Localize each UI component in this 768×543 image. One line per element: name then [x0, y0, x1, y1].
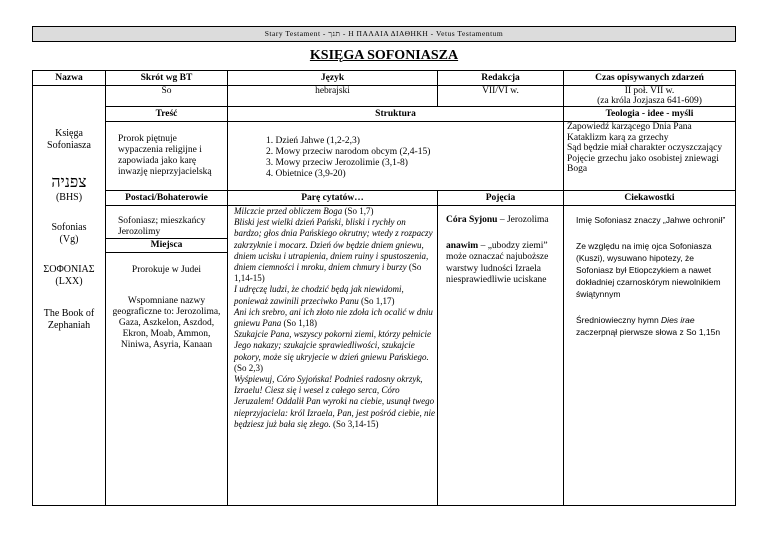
header-struktura: Struktura	[227, 106, 563, 122]
header-jezyk: Język	[227, 70, 437, 86]
miejsca-places: Wspomniane nazwy geograficzne to: Jerozolima, Gaza, Aszkelon, Aszdod, Ekron, Moab, Ammon, Niniwa, Asyria, Kanaan	[112, 296, 221, 350]
pojecia-cell	[437, 206, 563, 506]
miejsca-judea: Prorokuje w Judei	[131, 265, 202, 275]
struktura-item: 3. Mowy przeciw Jerozolimie (3,1-8)	[266, 158, 408, 168]
ciekawostka-item: Średniowieczny hymn Dies irae zaczerpnął pierwsze słowa z So 1,15n	[576, 315, 721, 337]
struktura-item: 1. Dzień Jahwe (1,2-2,3)	[266, 136, 360, 146]
header-teologia: Teologia - idee - myśli	[563, 106, 736, 122]
teologia-item: Zapowiedź karzącego Dnia Pana	[567, 122, 692, 132]
pojecie-item: Córa Syjonu – Jerozolima	[446, 215, 549, 225]
header-postaci: Postaci/Bohaterowie	[105, 190, 227, 206]
header-nazwa: Nazwa	[32, 70, 105, 86]
skrot-value: So	[105, 86, 227, 106]
name-vulgate-tag: (Vg)	[59, 234, 79, 245]
tresc-text: Prorok piętnuje wypaczenia religijne i zapowiada jako karę inwazję nieprzyjacielską	[105, 122, 227, 190]
struktura-item: 2. Mowy przeciw narodom obcym (2,4-15)	[266, 147, 431, 157]
jezyk-value: hebrajski	[227, 86, 437, 106]
name-septuagint: ΣΟΦΟΝΙΑΣ	[43, 264, 95, 275]
nazwa-cell	[32, 86, 105, 506]
quote-item: I udręczę ludzi, że chodzić będą jak niewidomi, ponieważ zawinili przeciwko Panu (So 1,17)	[234, 284, 404, 306]
ciekawostka-item: Ze względu na imię ojca Sofoniasza (Kuszi), wysuwano hipotezy, że Sofoniasz był Etiopczykiem a nawet dokładniej czarnoskórym niewolnikiem świątynnym	[576, 241, 721, 299]
name-septuagint-tag: (LXX)	[55, 276, 83, 287]
page-title: KSIĘGA SOFONIASZA	[309, 48, 459, 63]
teologia-item: Sąd będzie miał charakter oczyszczający	[567, 143, 723, 153]
header-cytaty: Parę cytatów…	[227, 190, 437, 206]
header-banner: Stary Testament - תנך - Η ΠΑΛΑΙΑ ΔΙΑΘΗΚΗ - Vetus Testamentum	[32, 26, 736, 42]
miejsca-cell	[105, 253, 227, 506]
teologia-list	[563, 122, 736, 190]
cytaty-cell	[227, 206, 437, 506]
ciekawostki-cell	[563, 206, 736, 506]
name-english: The Book of Zephaniah	[43, 308, 95, 331]
teologia-item: Pojęcie grzechu jako osobistej zniewagi Boga	[567, 153, 719, 174]
name-polish: Księga Sofoniasza	[47, 128, 91, 151]
quote-item: Ani ich srebro, ani ich złoto nie zdoła ich ocalić w dniu gniewu Pana (So 1,18)	[234, 306, 433, 329]
name-hebrew-tag: (BHS)	[55, 192, 83, 203]
czas-value: II poł. VII w. (za króla Jozjasza 641-609)	[563, 86, 736, 106]
header-redakcja: Redakcja	[437, 70, 563, 86]
name-hebrew: צפניה	[51, 174, 87, 191]
header-miejsca: Miejsca	[105, 238, 227, 253]
quote-item: Milczcie przed obliczem Boga (So 1,7)	[234, 206, 374, 216]
struktura-item: 4. Obietnice (3,9-20)	[266, 169, 346, 179]
quote-item: Bliski jest wielki dzień Pański, bliski i rychły on bardzo; głos dnia Pańskiego okrutny; wtedy z rozpaczy zakrzyknie i mocarz. Dzień ów będzie dniem gniewu, dniem ucisku i utrapienia, dniem ruiny i spustoszenia, dniem ciemności i mroku, dniem chmury i burzy (So 1,14-15)	[234, 217, 433, 284]
header-czas: Czas opisywanych zdarzeń	[563, 70, 736, 86]
header-pojecia: Pojęcia	[437, 190, 563, 206]
teologia-item: Kataklizm karą za grzechy	[567, 132, 669, 143]
quote-item: Szukajcie Pana, wszyscy pokorni ziemi, którzy pełnicie Jego nakazy; szukajcie sprawiedliwości, szukajcie pokory, może się ukryjecie w dzień gniewu Pańskiego. (So 2,3)	[234, 329, 431, 373]
quote-item: Wyśpiewuj, Córo Syjońska! Podnieś radosny okrzyk, Izraelu! Ciesz się i wesel z całego serca, Córo Jeruzalem! Oddalił Pan wyroki na ciebie, usunął twego nieprzyjaciela: król Izraela, Pan, jest pośród ciebie, nie będziesz już bała się złego. (So 3,14-15)	[234, 374, 435, 429]
name-vulgate: Sofonias	[51, 222, 87, 233]
struktura-list	[227, 122, 563, 190]
header-ciekawostki: Ciekawostki	[563, 190, 736, 206]
header-tresc: Treść	[105, 106, 227, 122]
redakcja-value: VII/VI w.	[437, 86, 563, 106]
header-skrot: Skrót wg BT	[105, 70, 227, 86]
ciekawostka-item: Imię Sofoniasz znaczy „Jahwe ochronił”	[576, 215, 726, 225]
pojecie-item: anawim – „ubodzy ziemi” może oznaczać najuboższe warstwy ludności Izraela niesprawiedliwie uciskane	[446, 240, 549, 285]
postaci-text: Sofoniasz; mieszkańcy Jerozolimy	[105, 206, 227, 238]
